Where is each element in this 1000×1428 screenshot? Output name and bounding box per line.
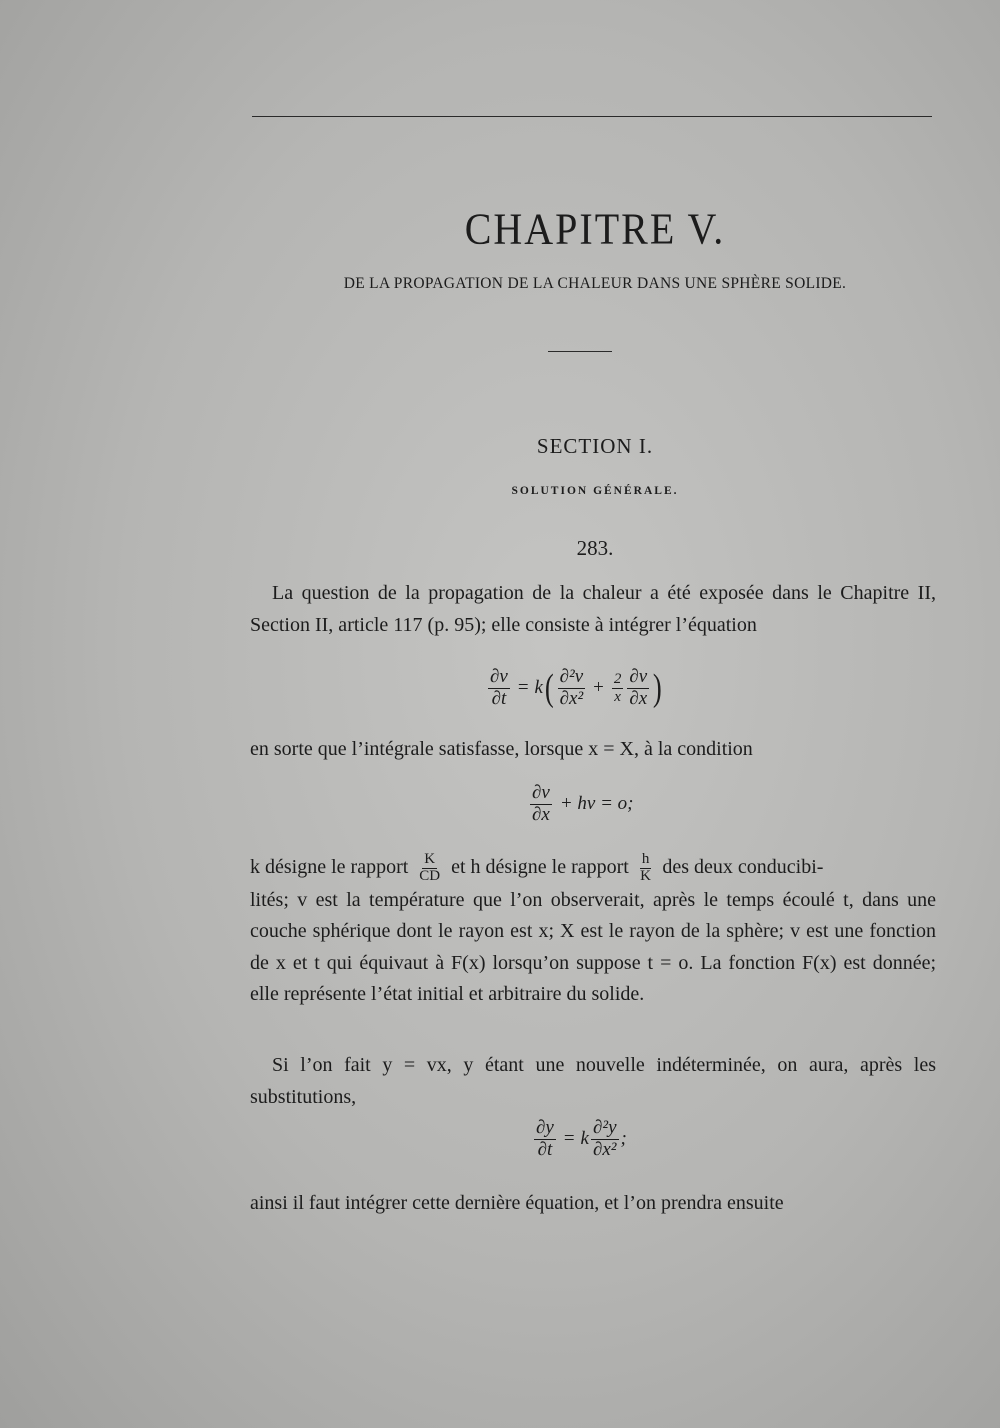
header-rule (252, 116, 932, 117)
paragraph-2-text: en sorte que l’intégrale satisfasse, lorsque x = X, à la condition (250, 738, 753, 760)
chapter-title: CHAPITRE V. (464, 203, 726, 254)
paragraph-2 (250, 734, 936, 766)
paragraph-3-part-b: et h désigne le rapport (451, 856, 629, 878)
section-title: SECTION I. (536, 434, 654, 458)
paragraph-4-text: Si l’on fait y = vx, y étant une nouvelle indéterminée, on aura, après les substitutions, (250, 1054, 936, 1108)
equation-boundary: $\frac{\partial v}{\partial x}$ + hv = o; (532, 782, 634, 825)
ratio-h-fraction: $\frac{h}{K}$ (640, 851, 652, 884)
paragraph-3-part-c: des deux conducibi- (662, 856, 824, 878)
ratio-k-fraction: $\frac{K}{CD}$ (419, 851, 441, 884)
paragraph-4 (250, 1050, 936, 1113)
paragraph-5 (250, 1188, 936, 1220)
paragraph-1-text: La question de la propagation de la chaleur a été exposée dans le Chapitre II, Section II, article 117 (p. 95); elle consiste à intégrer l’équation (250, 582, 936, 636)
section-divider (548, 351, 612, 352)
paragraph-5-text: ainsi il faut intégrer cette dernière équation, et l’on prendra ensuite (250, 1192, 784, 1214)
paragraph-3 (250, 852, 936, 1011)
equation-heat: $\frac{\partial v}{\partial t}$ = k ( $\frac{\text{∂²v}}{\text{∂x²}}$ + $\frac{2}{x}$ $\frac{\partial v}{\partial x}$ ) (490, 666, 662, 710)
paragraph-1 (250, 578, 936, 641)
article-number: 283. (576, 536, 614, 560)
equation-substituted: $\frac{\partial y}{\partial t}$ = k $\frac{\text{∂²y}}{\text{∂x²}}$ ; (536, 1117, 627, 1160)
paragraph-3-rest: lités; v est la température que l’on observerait, après le temps écoulé t, dans une couche sphérique dont le rayon est x; X est le rayon de la sphère; v est une fonction de x et t qui équivaut à F(x) lorsqu’on suppose t = o. La fonction F(x) est donnée; elle représente l’état initial et arbitraire du solide. (250, 888, 936, 1006)
chapter-subtitle: DE LA PROPAGATION DE LA CHALEUR DANS UNE SPHÈRE SOLIDE. (343, 275, 847, 292)
paragraph-3-part-a: k désigne le rapport (250, 856, 409, 878)
section-subtitle: SOLUTION GÉNÉRALE. (511, 485, 679, 497)
